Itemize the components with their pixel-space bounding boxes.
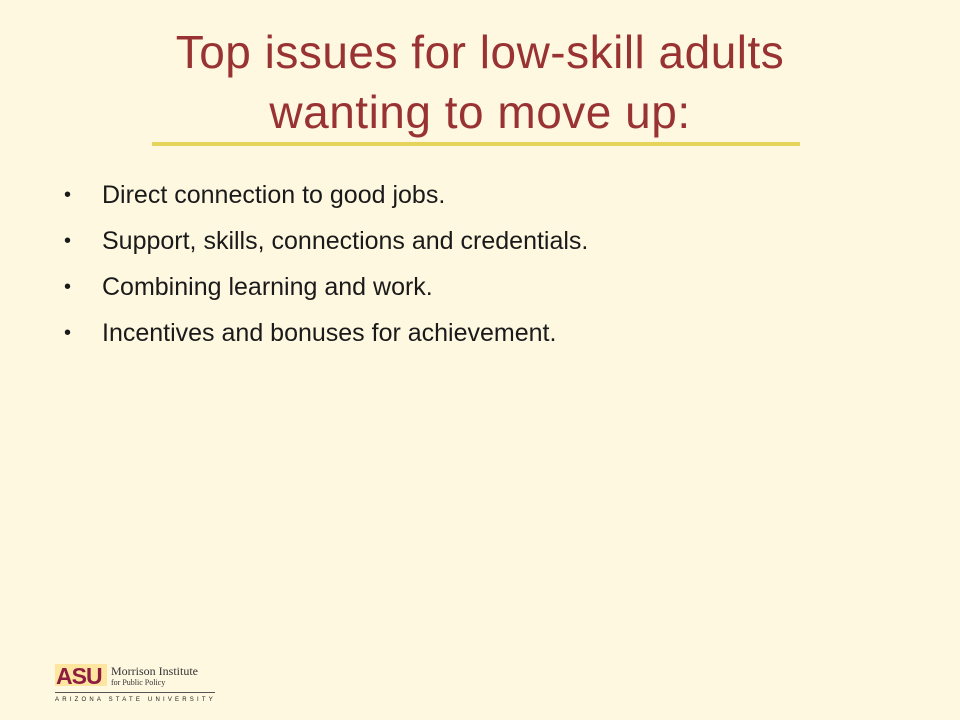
bullet-text: Incentives and bonuses for achievement. <box>102 319 557 347</box>
logo-university: ARIZONA STATE UNIVERSITY <box>55 697 216 703</box>
bullet-item <box>64 310 924 356</box>
logo-name: Morrison Institute <box>111 664 198 678</box>
asu-logo-icon <box>55 662 107 688</box>
bullet-list <box>64 172 924 356</box>
bullet-item <box>64 264 924 310</box>
bullet-dot-icon: • <box>64 322 72 344</box>
bullet-text: Combining learning and work. <box>102 273 433 301</box>
slide-title <box>60 22 900 142</box>
slide-title-line-1: Top issues for low-skill adults <box>175 26 785 78</box>
slide-title-line-2: wanting to move up: <box>269 86 691 138</box>
title-underline <box>152 142 800 146</box>
bullet-dot-icon: • <box>64 230 72 252</box>
bullet-item <box>64 172 924 218</box>
bullet-dot-icon: • <box>64 184 72 206</box>
logo-subtitle: for Public Policy <box>111 678 166 687</box>
bullet-dot-icon: • <box>64 276 72 298</box>
svg-text:ASU: ASU <box>56 663 102 688</box>
bullet-text: Direct connection to good jobs. <box>102 181 446 209</box>
bullet-item <box>64 218 924 264</box>
bullet-text: Support, skills, connections and credentials. <box>102 227 589 255</box>
morrison-institute-logo <box>55 662 217 708</box>
logo-divider <box>55 692 215 693</box>
